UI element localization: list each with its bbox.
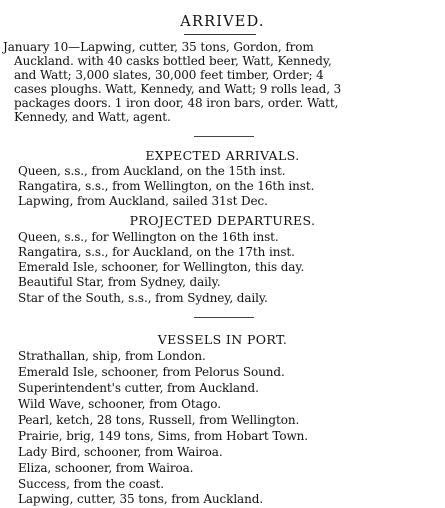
- expected-line: Lapwing, from Auckland, sailed 31st Dec.: [18, 194, 268, 208]
- in-port-line: Lapwing, cutter, 35 tons, from Auckland.: [18, 492, 264, 506]
- in-port-line: Success, from the coast.: [18, 477, 164, 491]
- in-port-line: Emerald Isle, schooner, from Pelorus Sound.: [18, 365, 285, 379]
- in-port-heading: VESSELS IN PORT.: [157, 332, 288, 347]
- arrived-line: Kennedy, and Watt, agent.: [14, 110, 171, 124]
- arrived-line: January 10—Lapwing, cutter, 35 tons, Gordon, from: [3, 40, 314, 54]
- expected-line: Queen, s.s., from Auckland, on the 15th inst.: [18, 164, 286, 178]
- expected-line: Rangatira, s.s., from Wellington, on the 16th inst.: [18, 179, 315, 193]
- arrived-line: packages doors. 1 iron door, 48 iron bars, order. Watt,: [14, 96, 339, 110]
- arrived-heading: ARRIVED.: [180, 14, 265, 30]
- in-port-line: Prairie, brig, 149 tons, Sims, from Hobart Town.: [18, 429, 308, 443]
- arrived-line: and Watt; 3,000 slates, 30,000 feet timber, Order; 4: [14, 68, 324, 82]
- arrived-rule: [184, 34, 256, 35]
- in-port-line: Pearl, ketch, 28 tons, Russell, from Wellington.: [18, 413, 300, 427]
- arrived-line: cases ploughs. Watt, Kennedy, and Watt; 9 rolls lead, 3: [14, 82, 342, 96]
- projected-heading: PROJECTED DEPARTURES.: [129, 213, 316, 228]
- projected-line: Queen, s.s., for Wellington on the 16th inst.: [18, 230, 279, 244]
- in-port-line: Eliza, schooner, from Wairoa.: [18, 461, 194, 475]
- in-port-line: Strathallan, ship, from London.: [18, 349, 206, 363]
- section-rule: [194, 317, 254, 318]
- in-port-line: Wild Wave, schooner, from Otago.: [18, 397, 221, 411]
- in-port-line: Lady Bird, schooner, from Wairoa.: [18, 445, 223, 459]
- in-port-line: Superintendent's cutter, from Auckland.: [18, 381, 259, 395]
- expected-heading: EXPECTED ARRIVALS.: [145, 148, 300, 163]
- projected-line: Star of the South, s.s., from Sydney, daily.: [18, 291, 268, 305]
- projected-line: Beautiful Star, from Sydney, daily.: [18, 275, 221, 289]
- projected-line: Rangatira, s.s., for Auckland, on the 17th inst.: [18, 245, 295, 259]
- arrived-line: Auckland. with 40 casks bottled beer, Watt, Kennedy,: [14, 54, 332, 68]
- projected-line: Emerald Isle, schooner, for Wellington, this day.: [18, 260, 305, 274]
- section-rule: [194, 136, 254, 137]
